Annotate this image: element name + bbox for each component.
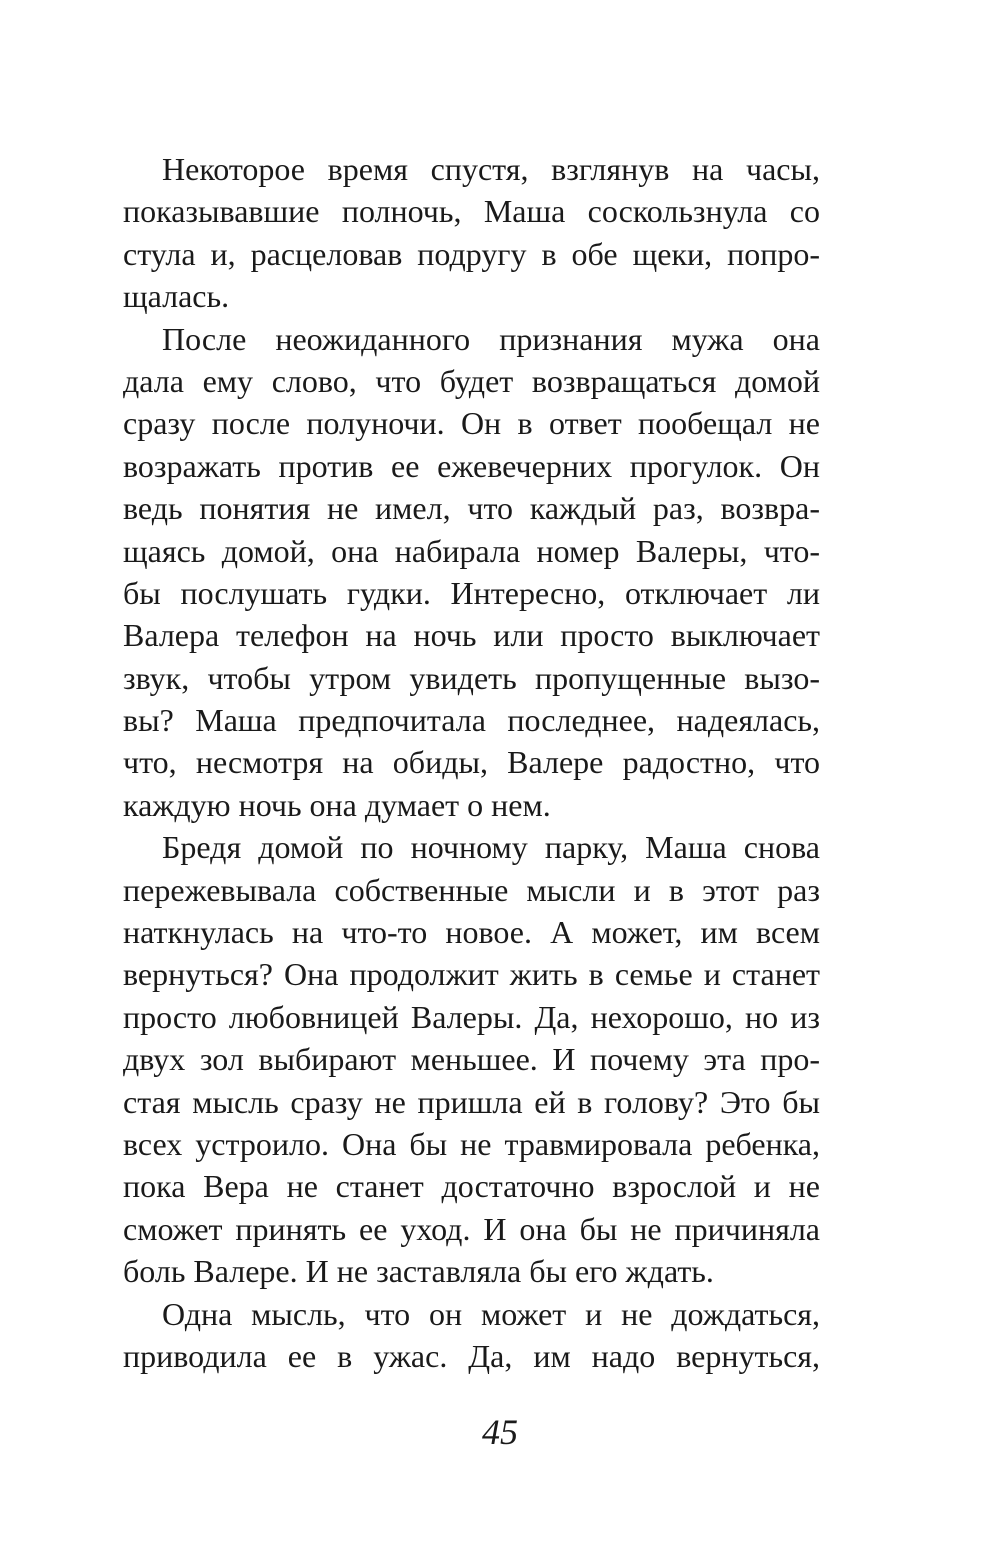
text-line: двух зол выбирают меньшее. И почему эта про-	[123, 1041, 820, 1078]
text-line: щалась.	[123, 278, 230, 315]
text-line: приводила ее в ужас. Да, им надо вернуться,	[123, 1337, 820, 1374]
text-line: Некоторое время спустя, взглянув на часы,	[162, 151, 820, 187]
text-line: стая мысль сразу не пришла ей в голову? Это бы	[123, 1083, 820, 1120]
text-line: каждую ночь она думает о нем.	[123, 786, 551, 823]
text-line: ведь понятия не имел, что каждый раз, возвра-	[123, 490, 820, 527]
text-line: щаясь домой, она набирала номер Валеры, что-	[123, 532, 820, 569]
paragraph	[123, 826, 820, 1292]
text-line: всех устроило. Она бы не травмировала ребенка,	[123, 1125, 820, 1162]
text-line: сразу после полуночи. Он в ответ пообещал не	[123, 405, 820, 442]
text-line: показывавшие полночь, Маша соскользнула со	[123, 193, 820, 230]
text-line: пока Вера не станет достаточно взрослой и не	[123, 1168, 820, 1205]
text-line: Валера телефон на ночь или просто выключает	[123, 617, 820, 654]
text-line: просто любовницей Валеры. Да, нехорошо, но из	[123, 998, 820, 1035]
text-line: наткнулась на что-то новое. А может, им всем	[123, 914, 820, 951]
text-line: вы? Маша предпочитала последнее, надеялась,	[123, 702, 820, 739]
text-line: Одна мысль, что он может и не дождаться,	[162, 1295, 820, 1332]
body-text	[123, 148, 820, 1377]
text-line: звук, чтобы утром увидеть пропущенные вызо-	[123, 659, 820, 696]
text-line: что, несмотря на обиды, Валере радостно, что	[123, 744, 820, 781]
paragraph	[123, 148, 820, 318]
paragraph	[123, 318, 820, 827]
page-number: 45	[482, 1412, 518, 1452]
text-line: После неожиданного признания мужа она	[162, 320, 820, 357]
text-line: вернуться? Она продолжит жить в семье и станет	[123, 956, 820, 993]
paragraph	[123, 1293, 820, 1378]
text-line: боль Валере. И не заставляла бы его ждать.	[123, 1253, 714, 1290]
text-line: дала ему слово, что будет возвращаться домой	[123, 362, 820, 399]
text-line: пережевывала собственные мысли и в этот раз	[123, 871, 820, 908]
text-line: сможет принять ее уход. И она бы не причиняла	[123, 1210, 820, 1247]
text-line: стула и, расцеловав подругу в обе щеки, попро-	[123, 235, 820, 272]
text-line: бы послушать гудки. Интересно, отключает ли	[123, 574, 820, 611]
text-line: возражать против ее ежевечерних прогулок. Он	[123, 447, 820, 484]
text-line: Бредя домой по ночному парку, Маша снова	[162, 829, 820, 866]
